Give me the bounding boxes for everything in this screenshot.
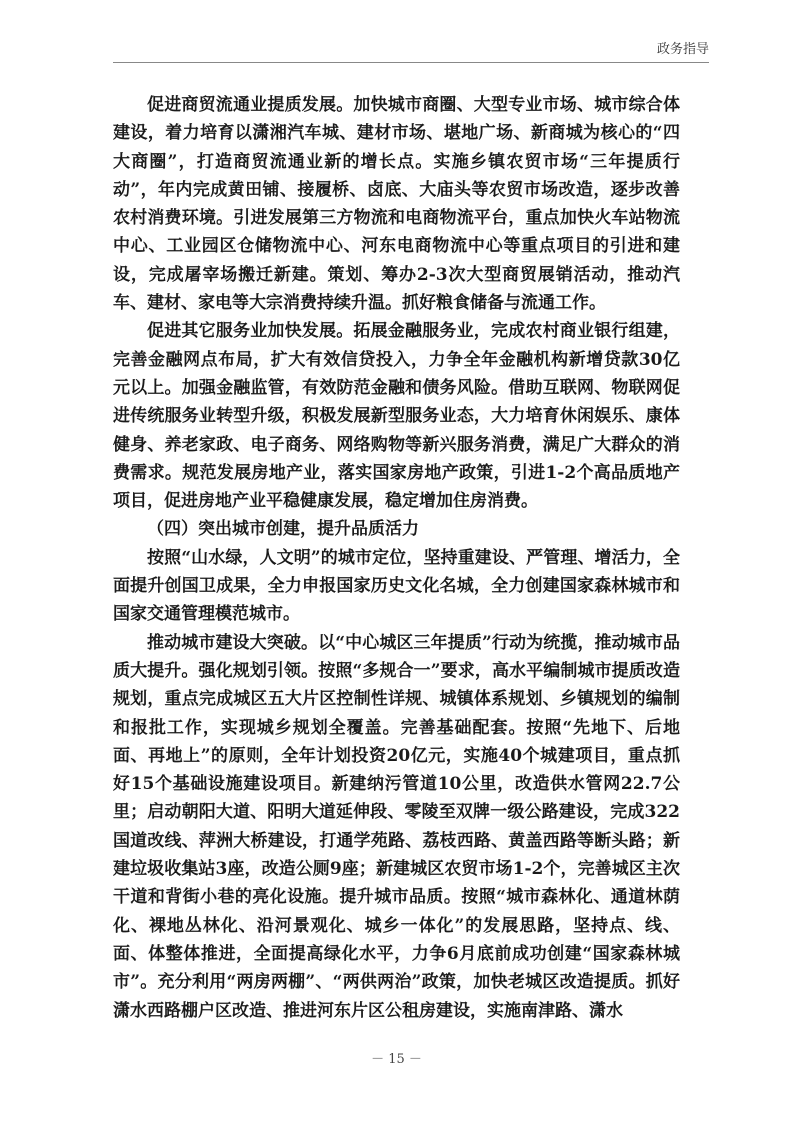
running-header: 政务指导 xyxy=(656,42,709,57)
page-number: － 15 － xyxy=(371,1052,422,1067)
paragraph-services: 促进其它服务业加快发展。拓展金融服务业，完成农村商业银行组建，完善金融网点布局，扩大有效信贷投入，力争全年金融机构新增贷款30亿元以上。加强金融监管，有效防范金融和债务风险。借助互联网、物联网促进传统服务业转型升级，积极发展新型服务业态，大力培育休闲娱乐、康体健身、养老家政、电子商务、网络购物等新兴服务消费，满足广大群众的消费需求。规范发展房地产业，落实国家房地产政策，引进1-2个高品质地产项目，促进房地产业平稳健康发展，稳定增加住房消费。 xyxy=(113,321,680,512)
section-heading: （四）突出城市创建，提升品质活力 xyxy=(147,519,419,540)
paragraph-city-construction: 推动城市建设大突破。以“中心城区三年提质”行动为统揽，推动城市品质大提升。强化规划引领。按照“多规合一”要求，高水平编制城市提质改造规划，重点完成城区五大片区控制性详规、城镇体系规划、乡镇规划的编制和报批工作，实现城乡规划全覆盖。完善基础配套。按照“先地下、后地面、再地上”的原则，全年计划投资20亿元，实施40个城建项目，重点抓好15个基础设施建设项目。新建纳污管道10公里，改造供水管网22.7公里；启动朝阳大道、阳明大道延伸段、零陵至双牌一级公路建设，完成322国道改线、萍洲大桥建设，打通学苑路、荔枝西路、黄盖西路等断头路；新建垃圾收集站3座，改造公厕9座；新建城区农贸市场1-2个，完善城区主次干道和背街小巷的亮化设施。提升城市品质。按照“城市森林化、通道林荫化、裸地丛林化、沿河景观化、城乡一体化”的发展思路，坚持点、线、面、体整体推进，全面提高绿化水平，力争6月底前成功创建“国家森林城市”。充分利用“两房两棚”、“两供两治”政策，加快老城区改造提质。抓好潇水西路棚户区改造、推进河东片区公租房建设，实施南津路、潇水 xyxy=(113,632,680,1021)
header-divider xyxy=(113,62,709,63)
paragraph-commerce: 促进商贸流通业提质发展。加快城市商圈、大型专业市场、城市综合体建设，着力培育以潇湘汽车城、建材市场、堪地广场、新商城为核心的“四大商圈”，打造商贸流通业新的增长点。实施乡镇农贸市场“三年提质行动”，年内完成黄田铺、接履桥、卤底、大庙头等农贸市场改造，逐步改善农村消费环境。引进发展第三方物流和电商物流平台，重点加快火车站物流中心、工业园区仓储物流中心、河东电商物流中心等重点项目的引进和建设，完成屠宰场搬迁新建。策划、筹办2-3次大型商贸展销活动，推动汽车、建材、家电等大宗消费持续升温。抓好粮食储备与流通工作。 xyxy=(113,95,680,314)
paragraph-city-positioning: 按照“山水绿，人文明”的城市定位，坚持重建设、严管理、增活力，全面提升创国卫成果，全力申报国家历史文化名城，全力创建国家森林城市和国家交通管理模范城市。 xyxy=(113,547,680,625)
document-body xyxy=(113,91,680,1025)
